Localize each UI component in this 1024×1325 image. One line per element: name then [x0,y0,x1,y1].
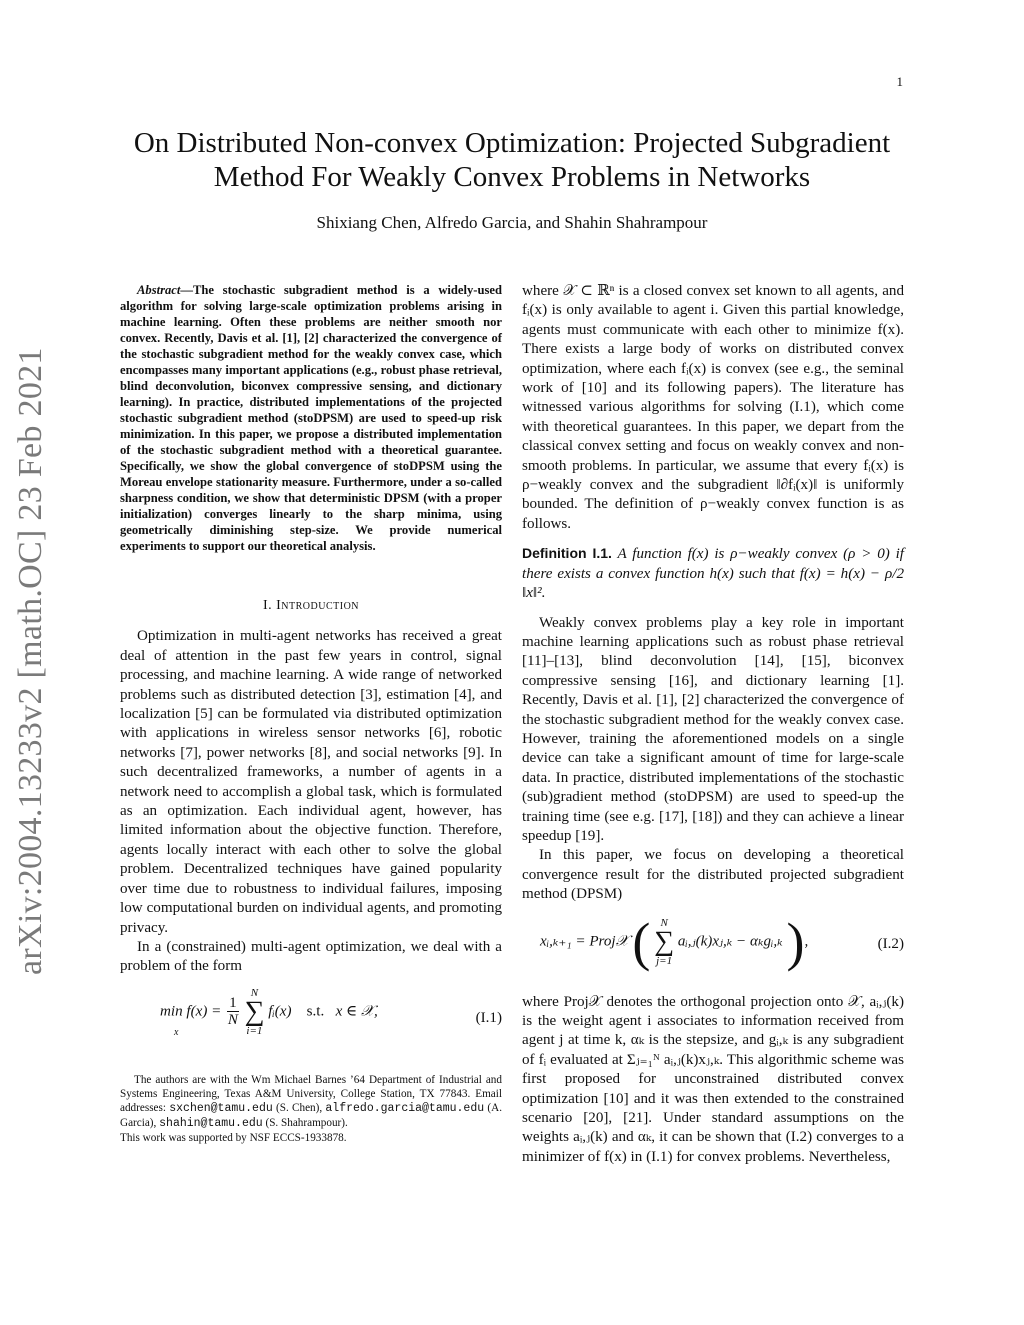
eq2-term: aᵢ,ⱼ(k)xⱼ,ₖ − αₖgᵢ,ₖ [677,933,783,950]
page-number: 1 [896,74,903,89]
email-shahrampour[interactable]: shahin@tamu.edu [159,1116,263,1130]
eq1-frac-num: 1 [229,995,237,1012]
right-paragraph-4: where Proj𝒳 denotes the orthogonal projection onto 𝒳, aᵢ,ⱼ(k) is the weight agent i associates to information received from agent j at time k, αₖ is the stepsize, and gᵢ,ₖ is any subgradient of fᵢ evaluated at Σⱼ₌₁ᴺ aᵢ,ⱼ(k)xⱼ,ₖ. This algorithmic scheme was first proposed for unconstrained distributed convex optimization [10] and it was then extended to the constrained scenario [20], [21]. Under standard assumptions on the weights aᵢ,ⱼ(k) and αₖ, it can be shown that (I.2) converges to a minimizer of f(x) in (I.1) for convex problems. Nevertheless, [522,993,904,1165]
eq1-min-sub: x [174,1026,179,1038]
definition-label: Definition I.1. [522,545,612,562]
footnote-affiliation [120,1073,502,1131]
eq1-constraint: x ∈ 𝒳, [335,1003,378,1020]
arxiv-identifier[interactable]: arXiv:2004.13233v2 [math.OC] 23 Feb 2021 [12,347,49,975]
eq1-fraction [227,995,239,1028]
eq1-st: s.t. [306,1003,325,1020]
eq1-tag: (I.1) [475,1009,502,1026]
equation-I2: xᵢ,ₖ₊₁ = Proj𝒳 ( N ∑ j=1 aᵢ,ⱼ(k)xⱼ,ₖ − αₖgᵢ,ₖ ), (I.2) [540,911,904,972]
intro-paragraph-1: Optimization in multi-agent networks has received a great deal of attention in the past few years in control, signal processing, and machine learning. A wide range of networked problems such as distributed detection [3], estimation [4], and localization [5] can be formulated via distributed optimization with applications in wireless sensor networks [6], robotic networks [7], power networks [8], and social networks [9]. In such decentralized frameworks, a number of agents in a network need to accomplish a global task, which is formulated as an optimization. Each individual agent, however, has limited information about the objective function. Therefore, agents locally interact with each other to solve the global problem. Decentralized techniques have gained popularity over time due to robustness to individual failures, imposing low computational burden on individual agents, and promoting privacy. [120,628,502,936]
paper-title: On Distributed Non-convex Optimization: Projected Subgradient Method For Weakly Convex Problems in Networks [133,127,891,193]
definition-I1 [522,544,904,603]
eq1-frac-den: N [227,1012,238,1029]
eq1-sum-bottom: i=1 [246,1024,263,1037]
author-list: Shixiang Chen, Alfredo Garcia, and Shahin Shahrampour [316,213,708,232]
abstract-label: Abstract [137,283,181,297]
eq1-summation: N ∑ i=1 [244,986,265,1037]
definition-text: A function f(x) is ρ−weakly convex (ρ > 0) if there exists a convex function h(x) such that f(x) = h(x) − ρ/2 ‖x‖². [522,546,904,602]
eq1-sum-top: N [250,986,259,999]
right-paragraph-2: Weakly convex problems play a key role in important machine learning applications such as robust phase retrieval [11]–[13], blind deconvolution [14], [15], biconvex compressive sensing [16], and dictionary learning [1]. Recently, Davis et al. [1], [2] characterized the convergence of the stochastic subgradient method for the weakly convex case. However, training the aforementioned models on a single device can take a significant amount of time for large-scale data. In practice, distributed implementations of the stochastic (sub)gradient method (stoDPSM) are used to speed-up the training time (see e.g. [17], [18]) and they can achieve a linear speedup [19]. [522,614,904,844]
left-column [120,282,502,1145]
footnote-support: This work was supported by NSF ECCS-1933878. [120,1131,347,1144]
footnote-text: The authors are with the Wm Michael Barnes ’64 Department of Industrial and Systems Engineering, Texas A&M University, College Station, TX 77843. Email addresses: [120,1073,502,1114]
section-heading-introduction: I. Introduction [262,598,360,613]
eq2-sum-bottom: j=1 [656,954,673,967]
eq2-tail: , [804,933,809,950]
eq2-sum-top: N [660,916,668,929]
title-block [120,126,904,233]
footnote [120,1073,502,1145]
eq2-lhs: xᵢ,ₖ₊₁ = Proj𝒳 [540,933,629,950]
email-garcia[interactable]: alfredo.garcia@tamu.edu [325,1101,485,1115]
eq1-lhs: min f(x) = [160,1003,222,1020]
equation-I1 [120,987,502,1047]
footnote-name-garcia: (A. Garcia), [120,1101,502,1129]
right-column [522,282,904,1167]
eq2-summation: N ∑ j=1 [654,916,675,967]
abstract-text: —The stochastic subgradient method is a widely-used algorithm for solving large-scale optimization problems arising in machine learning. Often these problems are neither smooth nor convex. Recently, Davis et al. [1], [2] characterized the convergence of the stochastic subgradient method for the weakly convex case, which encompasses many important applications (e.g., robust phase retrieval, blind deconvolution, biconvex compressive sensing, and dictionary learning). In practice, distributed implementations of the projected stochastic subgradient method (stoDPSM) are used to speed-up risk minimization. In this paper, we propose a distributed implementation of the stochastic subgradient method with a theoretical guarantee. Specifically, we show the global convergence of stoDPSM using the Moreau envelope stationarity measure. Furthermore, under a so-called sharpness condition, we show that deterministic DPSM (with a proper initialization) converges linearly to the sharp minima, using geometrically diminishing step-size. We provide numerical experiments to support our theoretical analysis. [120,283,502,553]
right-paragraph-1: where 𝒳 ⊂ ℝⁿ is a closed convex set known to all agents, and fᵢ(x) is only available to agent i. Given this partial knowledge, agents must communicate with each other to minimize f(x). There exists a large body of works on distributed convex optimization, where each fᵢ(x) is convex (see e.g., the seminal work of [10] and its following papers). The literature has witnessed various algorithms for solving (I.1), which come with theoretical guarantees. In this paper, we depart from the classical convex setting and focus on weakly convex and non-smooth problems. In particular, we assume that every fᵢ(x) is ρ−weakly convex and the subgradient ‖∂fᵢ(x)‖ is uniformly bounded. The definition of ρ−weakly convex function is as follows. [522,283,904,532]
email-chen[interactable]: sxchen@tamu.edu [169,1101,273,1115]
footnote-name-shahrampour: (S. Shahrampour). [265,1116,348,1129]
eq1-term: fᵢ(x) [268,1003,292,1020]
right-paragraph-3: In this paper, we focus on developing a theoretical convergence result for the distributed projected subgradient method (DPSM) [522,847,904,903]
abstract [120,282,502,554]
footnote-name-chen: (S. Chen), [276,1101,323,1114]
eq2-tag: (I.2) [877,935,904,952]
intro-paragraph-2: In a (constrained) multi-agent optimization, we deal with a problem of the form [120,938,502,975]
